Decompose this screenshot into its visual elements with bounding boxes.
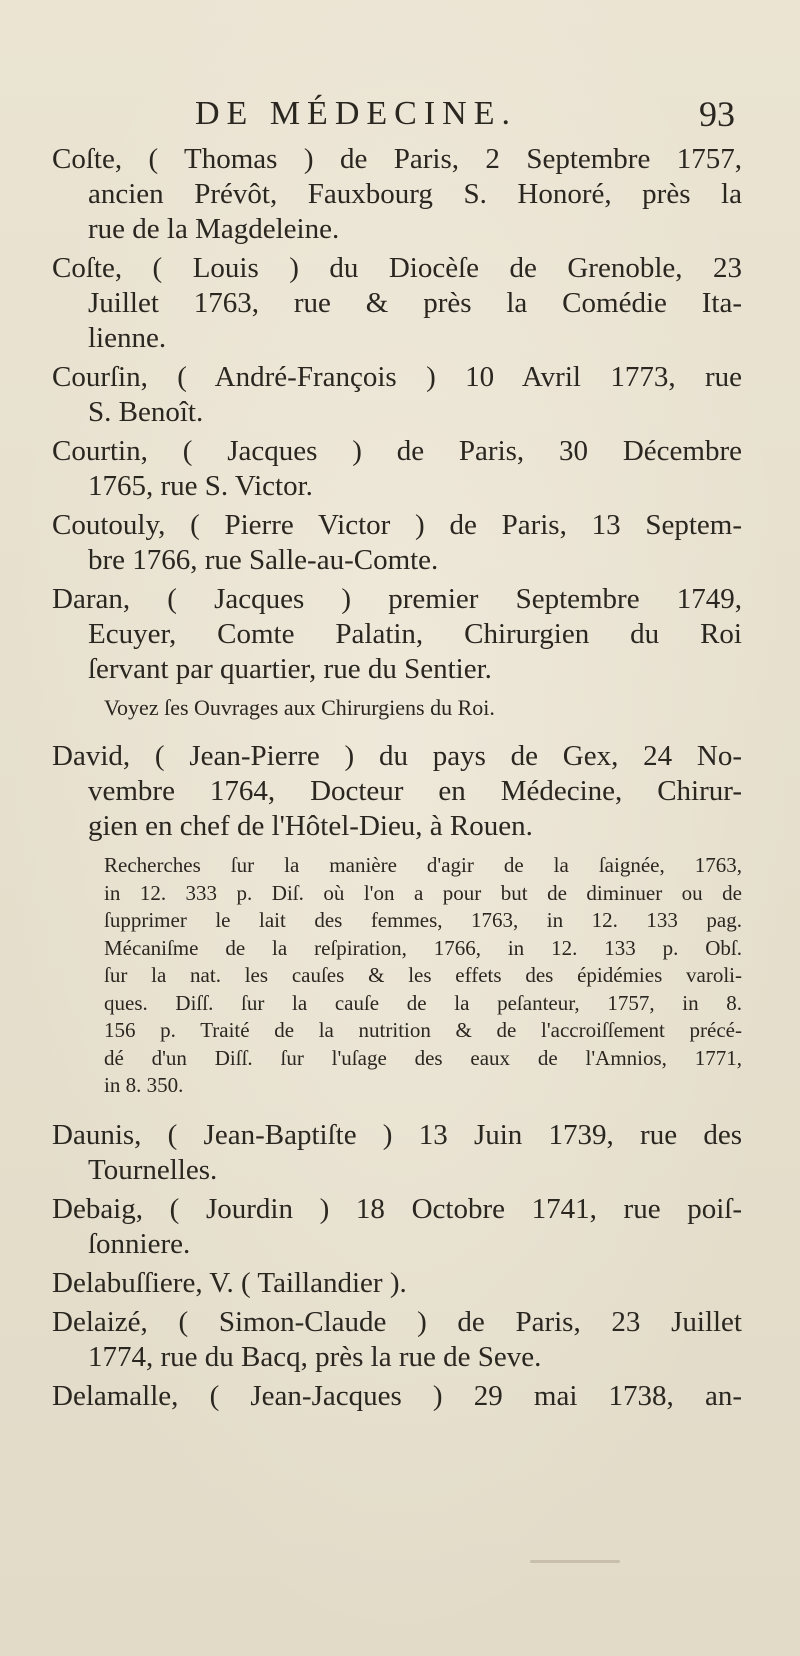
entry-line: lienne.	[88, 322, 167, 354]
entry-line: bre 1766, rue Salle-au-Comte.	[88, 544, 439, 576]
entry-line: Coutouly, ( Pierre Victor ) de Paris, 13 Septem-	[52, 509, 742, 541]
entry-line: Juillet 1763, rue & près la Comédie Ita-	[88, 287, 742, 319]
list-item	[52, 434, 742, 504]
page-number: 93	[699, 94, 735, 134]
list-item	[52, 739, 742, 844]
entry-line: Courſin, ( André-François ) 10 Avril 1773, rue	[52, 361, 742, 393]
entry-line: Delaizé, ( Simon-Claude ) de Paris, 23 Juillet	[52, 1305, 742, 1338]
paper-smudge	[530, 1560, 620, 1563]
entry-note	[104, 693, 742, 723]
entry-line: Delabuſſiere, V. ( Taillandier ).	[52, 1266, 407, 1299]
entry-line: 1774, rue du Bacq, près la rue de Seve.	[88, 1340, 542, 1373]
entry-line: Coſte, ( Thomas ) de Paris, 2 Septembre 1757,	[52, 143, 742, 175]
entry-line: ſervant par quartier, rue du Sentier.	[88, 653, 492, 685]
entry-line: Daran, ( Jacques ) premier Septembre 1749,	[52, 583, 742, 615]
list-item	[52, 1118, 742, 1188]
list-item	[52, 508, 742, 578]
entry-line: Courtin, ( Jacques ) de Paris, 30 Décembre	[52, 435, 742, 467]
entry-line: Delamalle, ( Jean-Jacques ) 29 mai 1738, an-	[52, 1379, 742, 1412]
entry-line: Debaig, ( Jourdin ) 18 Octobre 1741, rue poiſ-	[52, 1192, 742, 1225]
note-line: dé d'un Diſſ. ſur l'uſage des eaux de l'Amnios, 1771,	[104, 1045, 742, 1070]
note-line: ques. Diſſ. ſur la cauſe de la peſanteur, 1757, in 8.	[104, 990, 742, 1015]
note-line: in 8. 350.	[104, 1073, 184, 1097]
note-line: Voyez ſes Ouvrages aux Chirurgiens du Roi.	[104, 695, 495, 720]
running-head	[195, 95, 735, 139]
entry-line: S. Benoît.	[88, 396, 204, 428]
list-item	[52, 1305, 742, 1375]
list-item	[52, 1266, 742, 1301]
running-title: DE MÉDECINE.	[195, 95, 517, 132]
list-item	[52, 251, 742, 356]
entry-list	[52, 142, 742, 1418]
entry-line: vembre 1764, Docteur en Médecine, Chirur-	[88, 775, 742, 807]
note-line: Mécaniſme de la reſpiration, 1766, in 12. 133 p. Obſ.	[104, 935, 742, 960]
list-item	[52, 1192, 742, 1262]
entry-line: David, ( Jean-Pierre ) du pays de Gex, 24 No-	[52, 740, 742, 772]
list-item	[52, 1379, 742, 1414]
note-line: Recherches ſur la manière d'agir de la ſaignée, 1763,	[104, 853, 742, 877]
list-item	[52, 582, 742, 687]
entry-line: Daunis, ( Jean-Baptiſte ) 13 Juin 1739, rue des	[52, 1118, 742, 1151]
list-item	[52, 142, 742, 247]
entry-line: gien en chef de l'Hôtel-Dieu, à Rouen.	[88, 810, 533, 842]
entry-line: ancien Prévôt, Fauxbourg S. Honoré, près la	[88, 178, 742, 210]
note-line: in 12. 333 p. Diſ. où l'on a pour but de diminuer ou de	[104, 880, 742, 905]
entry-line: Ecuyer, Comte Palatin, Chirurgien du Roi	[88, 618, 742, 650]
entry-line: rue de la Magdeleine.	[88, 213, 340, 245]
entry-line: 1765, rue S. Victor.	[88, 470, 313, 502]
entry-line: Coſte, ( Louis ) du Diocèſe de Grenoble, 23	[52, 252, 742, 284]
note-line: ſur la nat. les cauſes & les effets des épidémies varoli-	[104, 963, 742, 987]
entry-note	[104, 852, 742, 1100]
entry-line: Tournelles.	[88, 1153, 218, 1186]
list-item	[52, 360, 742, 430]
entry-line: ſonniere.	[88, 1227, 191, 1260]
note-line: ſupprimer le lait des femmes, 1763, in 12. 133 pag.	[104, 908, 742, 932]
note-line: 156 p. Traité de la nutrition & de l'accroiſſement précé-	[104, 1018, 742, 1042]
